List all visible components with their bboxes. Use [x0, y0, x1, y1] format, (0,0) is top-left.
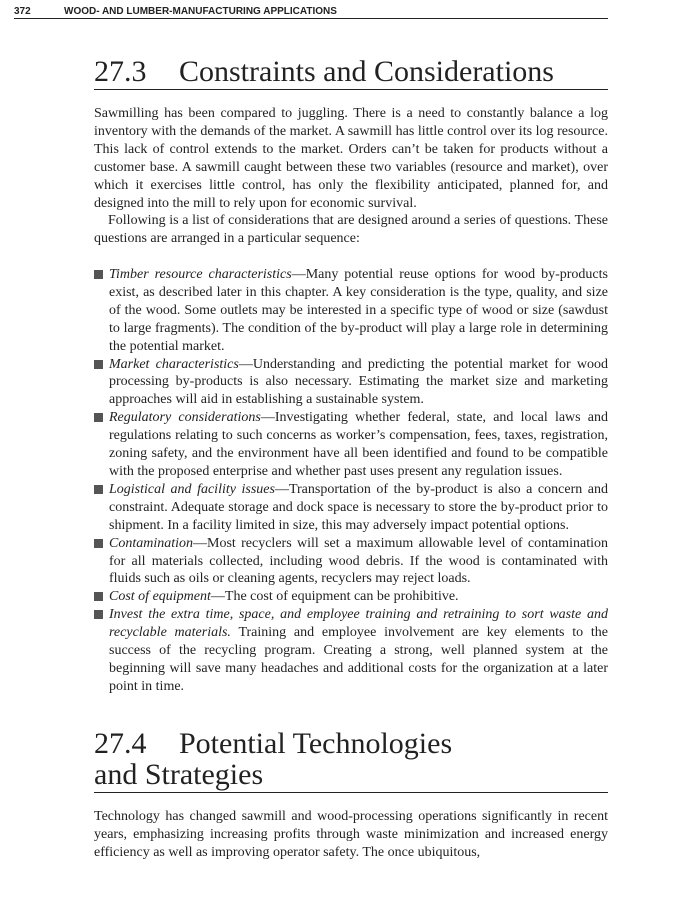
running-head	[14, 5, 608, 19]
square-bullet-icon	[94, 539, 103, 548]
section-title: Constraints and Considerations	[179, 55, 554, 88]
section-heading-27-4	[94, 728, 608, 793]
square-bullet-icon	[94, 610, 103, 619]
section-number: 27.3	[94, 55, 147, 88]
square-bullet-icon	[94, 360, 103, 369]
list-item	[94, 409, 608, 481]
considerations-list	[94, 266, 608, 696]
body-paragraph: Following is a list of considerations that are designed around a series of questions. These questions are arranged in a particular sequence:	[94, 213, 608, 246]
list-item-text: —Many potential reuse options for wood by-products exist, as described later in this chapter. A key consideration is the type, quality, and size of the wood. Some outlets may be interested in a specific type of wood or size (sawdust to large fragments). The condition of the by-product will play a large role in determining the potential market.	[109, 267, 608, 354]
list-item-text: —Transportation of the by-product is also a concern and constraint. Adequate storage and dock space is necessary to store the by-product prior to shipment. In a facility limited in size, this may adversely impact potential options.	[109, 481, 608, 533]
list-item	[94, 266, 608, 356]
list-item-text: —The cost of equipment can be prohibitive.	[210, 589, 459, 605]
section-title-line-2: and Strategies	[94, 758, 264, 791]
body-paragraph: Technology has changed sawmill and wood-processing operations significantly in recent years, emphasizing increasing profits through waste minimization and increased energy efficiency as well as improving operator safety. The once ubiquitous,	[94, 809, 608, 860]
list-item-term: Invest the extra time, space, and employee training and retraining to sort waste and recyclable materials.	[109, 607, 608, 641]
list-item-term: Logistical and facility issues	[109, 481, 275, 497]
square-bullet-icon	[94, 485, 103, 494]
list-item-text: —Understanding and predicting the potential market for wood processing by-products is also necessary. Estimating the market size and marketing approaches will aid in establishing a sustainable system.	[109, 356, 609, 408]
list-item	[94, 588, 608, 606]
list-item	[94, 356, 608, 410]
list-item-term: Market characteristics	[109, 356, 239, 372]
list-item-text: —Investigating whether federal, state, and local laws and regulations relating to such concerns as worker’s compensation, fees, taxes, registration, zoning safety, and the environment have all been identified and found to be compatible with the proposed enterprise and whether past uses present any regulation issues.	[109, 410, 608, 479]
running-head-title: WOOD- AND LUMBER-MANUFACTURING APPLICATIONS	[64, 6, 337, 17]
body-paragraph: Sawmilling has been compared to juggling. There is a need to constantly balance a log inventory with the demands of the market. A sawmill has little control over its log resource. This lack of control extends to the market. Orders can’t be taken for products without a customer base. A sawmill caught between these two variables (resource and market), over which it exercises little control, has only the flexibility anticipated, planned for, and designed into the mill to rely upon for economic survival.	[94, 106, 608, 211]
square-bullet-icon	[94, 413, 103, 422]
list-item-term: Timber resource characteristics	[109, 267, 292, 282]
page-number: 372	[14, 6, 31, 17]
list-item-term: Contamination	[109, 535, 194, 551]
list-item-term: Cost of equipment	[109, 589, 211, 605]
section-heading-27-3	[94, 56, 608, 90]
list-item-term: Regulatory considerations	[109, 410, 261, 426]
list-item	[94, 535, 608, 589]
list-item-text: Training and employee involvement are key elements to the success of the recycling program. Creating a strong, well planned system at the beginning will save many headaches and additional costs for the organization at a later point in time.	[109, 625, 608, 694]
square-bullet-icon	[94, 270, 103, 279]
list-item	[94, 606, 608, 696]
list-item-text: —Most recyclers will set a maximum allowable level of contamination for all materials collected, including wood debris. If the wood is contaminated with fluids such as oils or cleaning agents, recyclers may reject loads.	[109, 535, 608, 587]
square-bullet-icon	[94, 592, 103, 601]
section-number: 27.4	[94, 727, 147, 760]
list-item	[94, 481, 608, 535]
section-title-line-1: Potential Technologies	[179, 727, 453, 760]
